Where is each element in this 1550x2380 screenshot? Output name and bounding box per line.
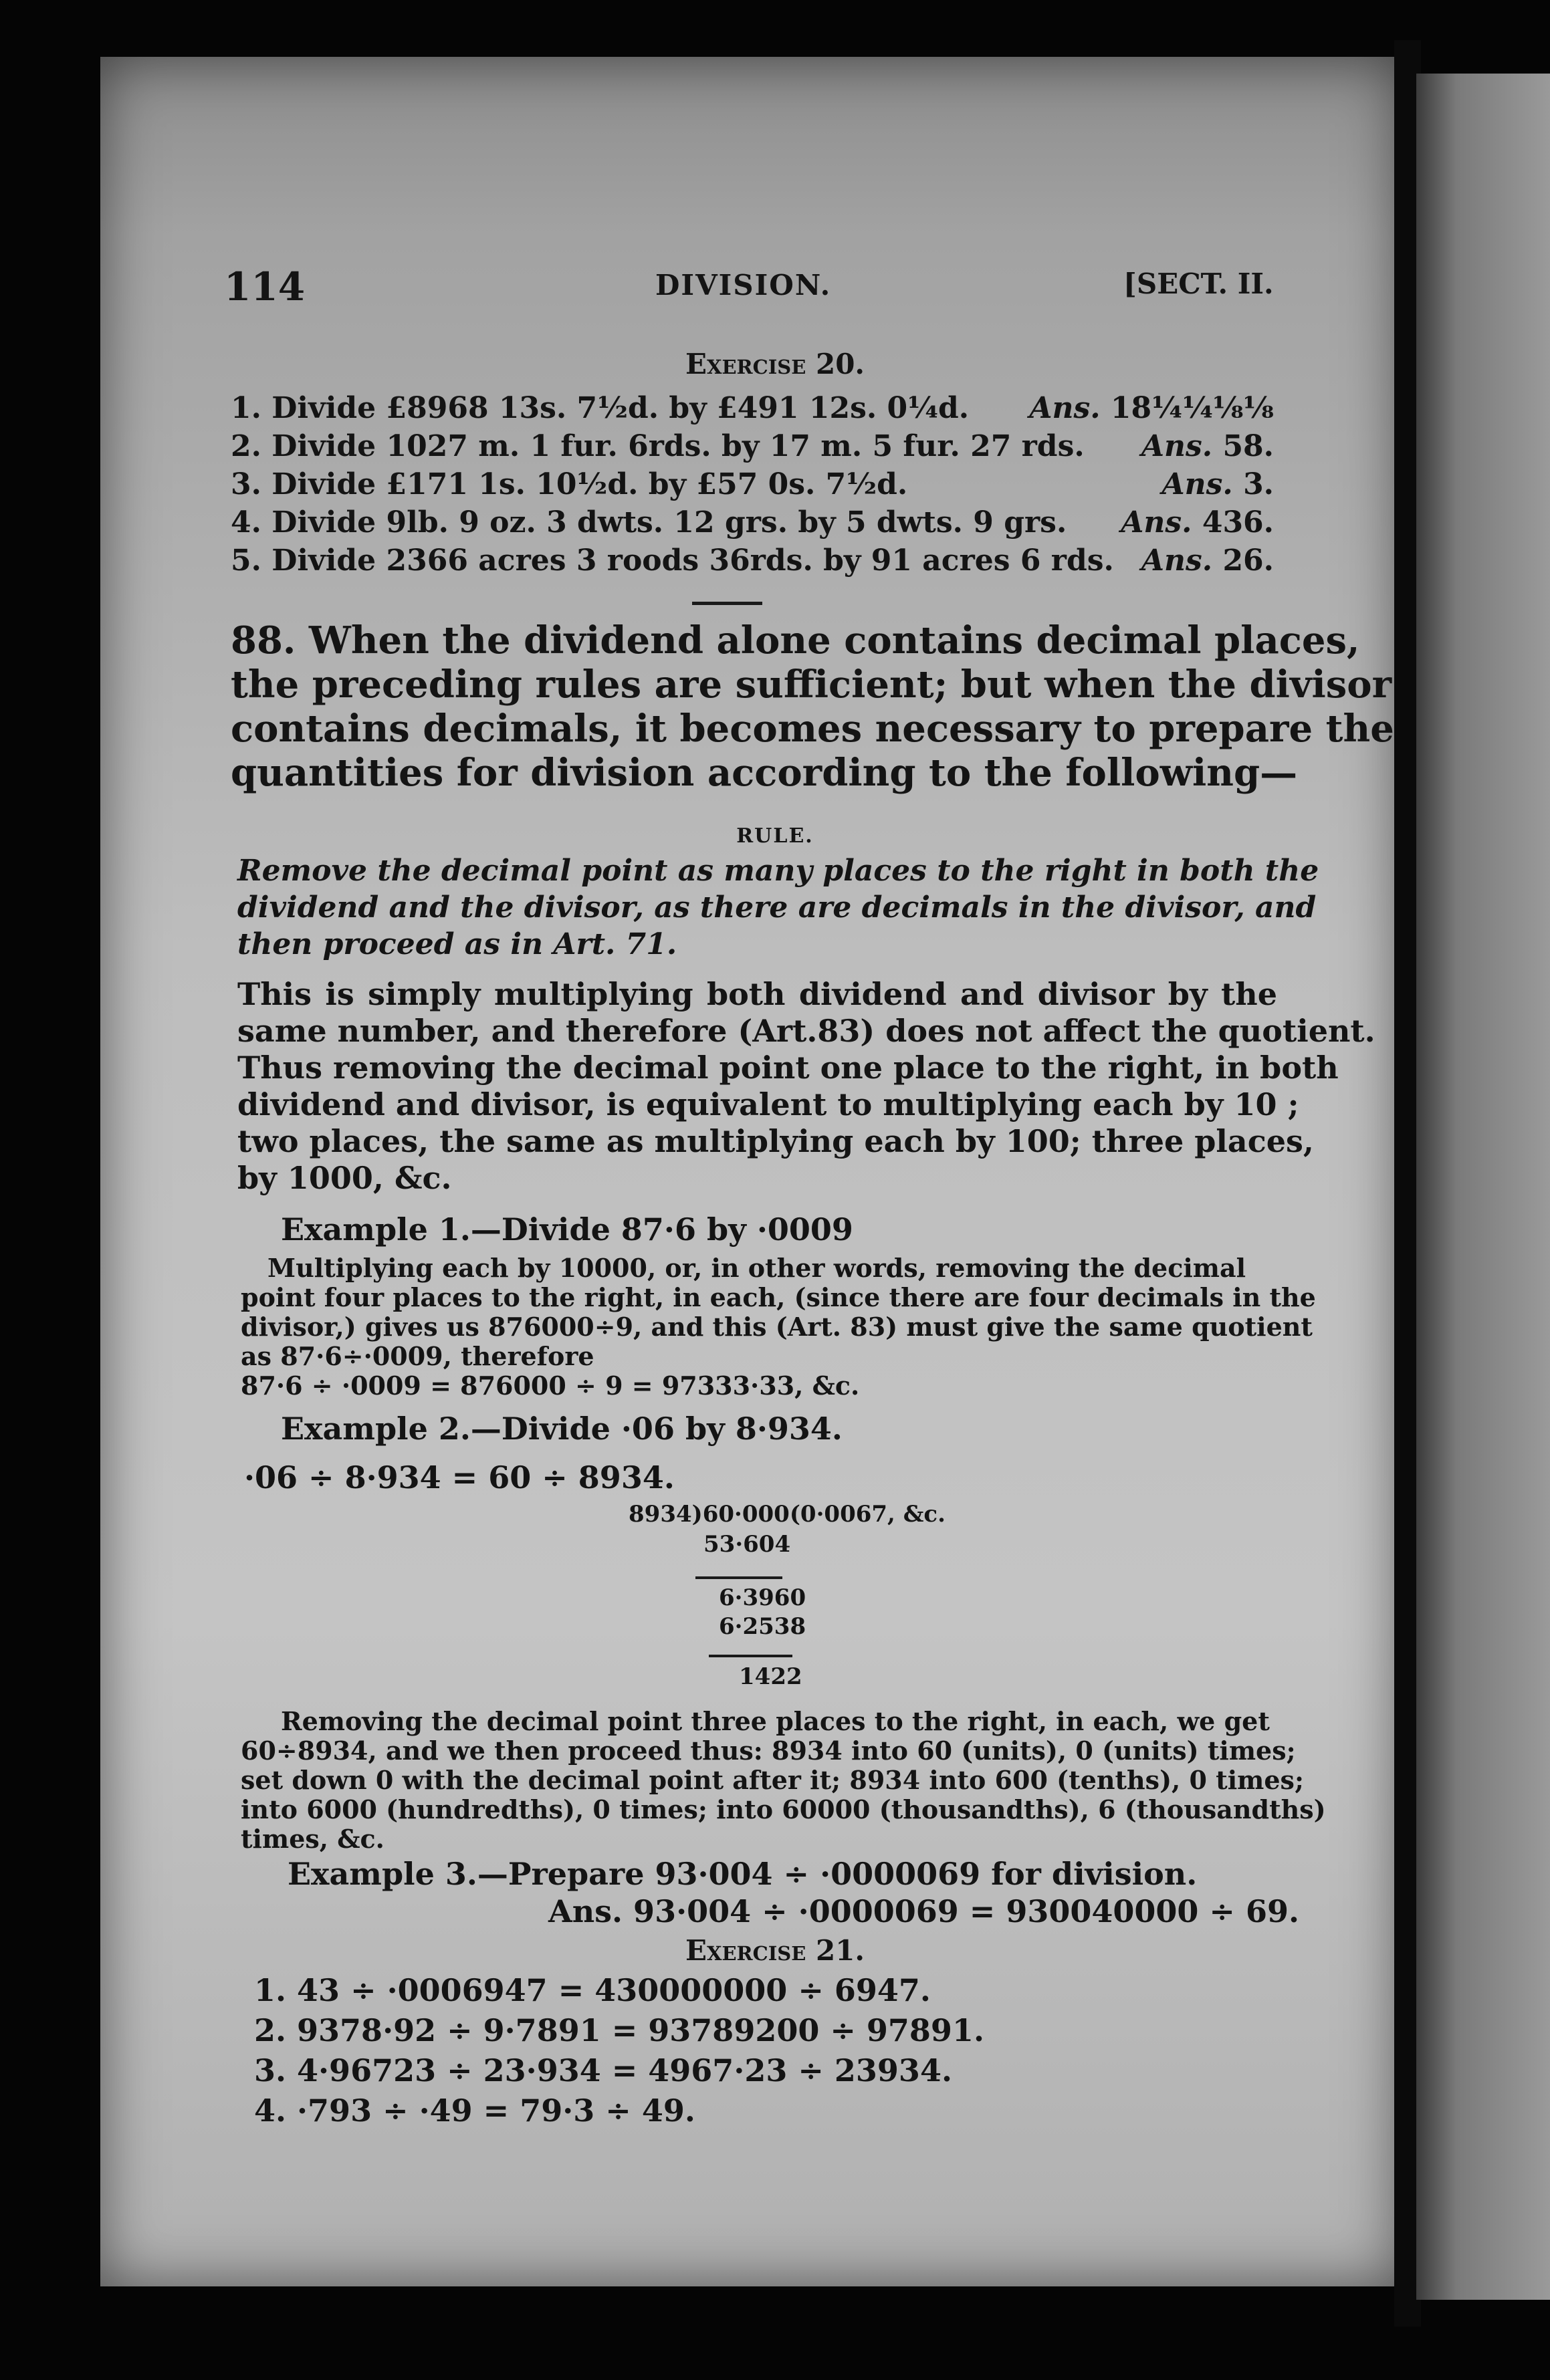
explanation-paragraph: This is simply multiplying both dividend and divisor by the same number, and therefore (Art.83) does not affect the quotient. Thus removing the decimal point one place to the right, in both dividend and divisor, is equivalent to multiplying each by 10 ; two places, the same as multiplying each by 100; three places, by 1000, &c. bbox=[237, 976, 1375, 1196]
exercise-item: 3. 4·96723 ÷ 23·934 = 4967·23 ÷ 23934. bbox=[254, 2052, 952, 2089]
division-rule bbox=[709, 1655, 792, 1657]
exercise-21-heading: Exercise 21. bbox=[685, 1934, 865, 1967]
exercise-20-heading: Exercise 20. bbox=[685, 348, 865, 380]
rule-heading: RULE. bbox=[736, 824, 814, 848]
rule-text: Remove the decimal point as many places to the right in both the dividend and the divisor, as there are decimals in the divisor, and then proceed as in Art. 71. bbox=[237, 854, 1319, 961]
exercise-item: 2. 9378·92 ÷ 9·7891 = 93789200 ÷ 97891. bbox=[254, 2012, 984, 2048]
example-1-text: Multiplying each by 10000, or, in other words, removing the decimal point four places to the right, in each, (since there are four decimals in the divisor,) gives us 876000÷9, and this (Art. 83) must give the same quotient as 87·6÷·0009, therefore 87·6 ÷ ·0009 = 876000 ÷ 9 = 97333·33, &c. bbox=[241, 1253, 1316, 1401]
example-2-text: Removing the decimal point three places to the right, in each, we get 60÷8934, and we then proceed thus: 8934 into 60 (units), 0 (units) times; set down 0 with the decimal point after it; 8934 into 600 (tenths), 0 times; into 6000 (hundredths), 0 times; into 60000 (thousandths), 6 (thousandths) times, &c. bbox=[241, 1706, 1326, 1854]
long-division-line: 53·604 bbox=[703, 1531, 791, 1558]
example-2-equation: ·06 ÷ 8·934 = 60 ÷ 8934. bbox=[244, 1459, 675, 1496]
example-3-heading: Example 3.—Prepare 93·004 ÷ ·0000069 for division. bbox=[288, 1856, 1198, 1892]
section-divider bbox=[692, 602, 762, 605]
paragraph-88: 88. When the dividend alone contains decimal places, the preceding rules are sufficient; but when the divisor contains decimals, it becomes necessary to prepare the quantities for division according to the following— bbox=[231, 618, 1394, 795]
example-3-answer: Ans. 93·004 ÷ ·0000069 = 930040000 ÷ 69. bbox=[548, 1893, 1299, 1929]
long-division-line: 6·3960 bbox=[719, 1584, 806, 1611]
page-number: 114 bbox=[224, 264, 306, 310]
exercise-20-list: 1. Divide £8968 13s. 7½d. by £491 12s. 0¼d. Ans. 18¼¼⅛⅛ 2. Divide 1027 m. 1 fur. 6rds. by 17 m. 5 fur. 27 rds. Ans. 58. 3. Divide £171 1s. 10½d. by £57 0s. 7½d. Ans. 3. 4. Divide 9lb. 9 oz. 3 dwts. 12 grs. by 5 dwts. 9 grs. Ans. 436. 5. Divide 2366 acres 3 roods 36rds. by 91 acres 6 rds. Ans. 26. bbox=[231, 391, 1274, 578]
long-division-line: 6·2538 bbox=[719, 1613, 806, 1640]
long-division-line: 1422 bbox=[739, 1663, 802, 1690]
example-2-heading: Example 2.—Divide ·06 by 8·934. bbox=[281, 1411, 843, 1447]
division-rule bbox=[695, 1576, 782, 1579]
section-label: [SECT. II. bbox=[1123, 267, 1274, 300]
exercise-item: 4. ·793 ÷ ·49 = 79·3 ÷ 49. bbox=[254, 2093, 695, 2129]
exercise-item: 1. 43 ÷ ·0006947 = 430000000 ÷ 6947. bbox=[254, 1972, 931, 2008]
long-division-line: 8934)60·000(0·0067, &c. bbox=[629, 1501, 946, 1528]
example-1-heading: Example 1.—Divide 87·6 by ·0009 bbox=[281, 1211, 853, 1247]
page-title: DIVISION. bbox=[655, 269, 832, 302]
